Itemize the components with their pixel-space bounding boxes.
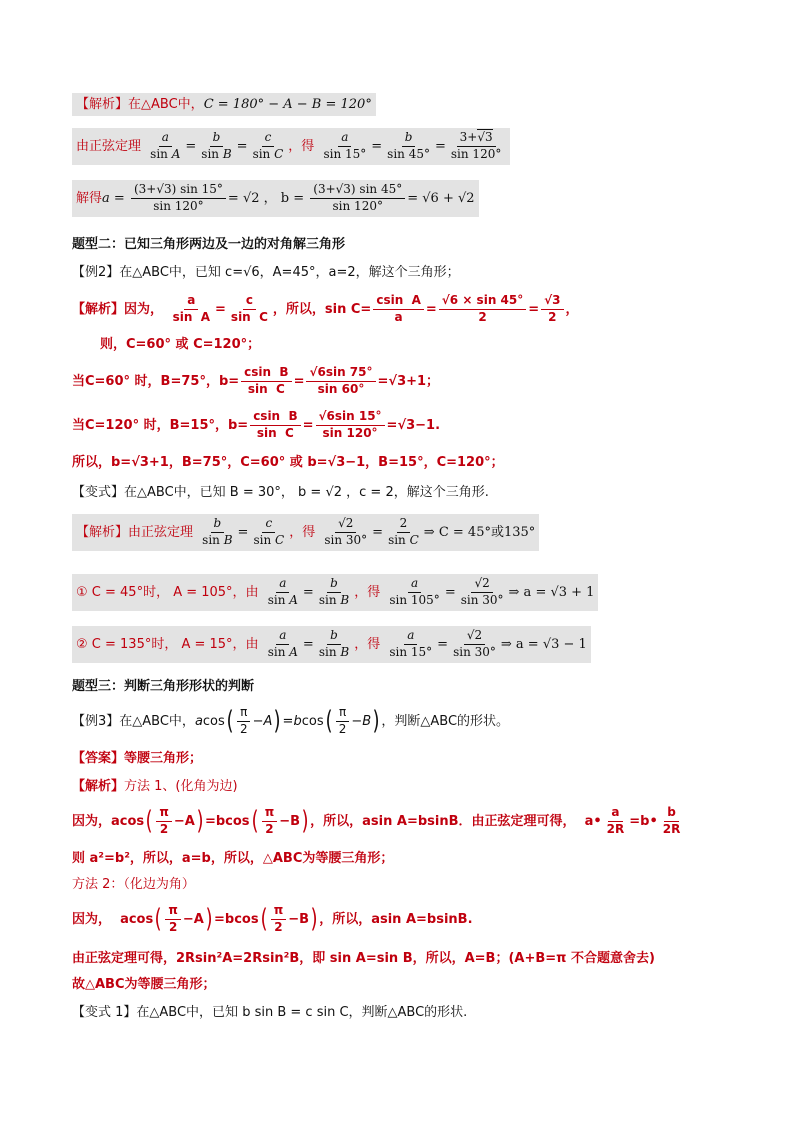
- example-2-question: 【例2】在△ABC中，已知 c=√6，A=45°，a=2，解这个三角形；: [72, 265, 460, 280]
- variant-solution-line-1: 【解析】由正弦定理 $\frac{b}{\text{sin B}}$ = $\frac{c}{\text{sin C}}$ ，得 $\frac{√2}{\sin 30^\circ}$ = $\frac{2}{\text{sin C}}$ ⇒ C = 45°或135°: [72, 514, 539, 551]
- example-3-method-2-conclusion: 故△ABC为等腰三角形；: [72, 977, 216, 992]
- example-3-question: 【例3】在△ABC中，acos( $\frac{\pi}{2}$ −A) =bcos( $\frac{\pi}{2}$ −B) ，判断△ABC的形状。: [72, 705, 510, 737]
- example-3-method-2-line: 因为， acos( $\frac{\pi}{2}$ −A) =bcos( $\frac{\pi}{2}$ −B) ，所以，asin A=bsinB.: [72, 903, 473, 935]
- solution-line-3: 解得a = $\frac{(3+√3) \sin 15^\circ}{\sin 120^\circ}$ = √2 ， b = $\frac{(3+√3) \sin 45^\circ}{\sin 120^\circ}$ = √6 + √2: [72, 180, 479, 217]
- example-2-solution-line-1: 【解析】因为， $\frac{a}{\text{sin A}}$ = $\frac{c}{\text{sin C}}$ ，所以，sin C= $\frac{\text{csin A}}{a}$ = $\frac{√6 \times \sin 45^\circ}{2}$ = $\frac{√3}{2}$ ，: [72, 293, 579, 324]
- example-3-method-1: 【解析】方法 1、(化角为边): [72, 779, 238, 794]
- example-2-case-2: 当C=120° 时，B=15°，b= $\frac{\text{csin B}}{\text{sin C}}$ = $\frac{√6\sin 15^\circ}{\sin 120^\circ}$ =√3−1.: [72, 409, 441, 440]
- variant-1-question: 【变式 1】在△ABC中，已知 b sin B = c sin C，判断△ABC的形状.: [72, 1005, 468, 1020]
- example-3-method-2-derivation: 由正弦定理可得，2Rsin²A=2Rsin²B，即 sin A=sin B，所以，A=B；(A+B=π 不合题意舍去): [72, 951, 655, 966]
- variant-solution-line-2: ① C = 45°时， A = 105°，由 $\frac{a}{\text{sin A}}$ = $\frac{b}{\text{sin B}}$ ，得 $\frac{a}{\sin 105^\circ}$ = $\frac{√2}{\sin 30^\circ}$ ⇒ a = √3 + 1: [72, 574, 598, 611]
- section-heading-3: 题型三：判断三角形形状的判断: [72, 679, 255, 694]
- example-3-method-2: 方法 2：（化边为角）: [72, 877, 195, 892]
- variant-solution-line-3: ② C = 135°时， A = 15°，由 $\frac{a}{\text{sin A}}$ = $\frac{b}{\text{sin B}}$ ，得 $\frac{a}{\sin 15^\circ}$ = $\frac{√2}{\sin 30^\circ}$ ⇒ a = √3 − 1: [72, 626, 591, 663]
- example-3-method-1-conclusion: 则 a²=b²，所以，a=b，所以，△ABC为等腰三角形；: [72, 851, 394, 866]
- solution-line-1: 【解析】在△ABC中，C = 180° − A − B = 120°: [72, 98, 376, 111]
- example-2-conclusion: 所以，b=√3+1，B=75°，C=60° 或 b=√3−1，B=15°，C=120°；: [72, 455, 504, 470]
- solution-line-2: 由正弦定理 $\frac{a}{\text{sin A}}$ = $\frac{b}{\text{sin B}}$ = $\frac{c}{\text{sin C}}$ ，得 $\frac{a}{\sin 15^\circ}$ = $\frac{b}{\sin 45^\circ}$ = $\frac{3+√3}{\sin 120^\circ}$: [72, 128, 510, 165]
- section-heading-2: 题型二：已知三角形两边及一边的对角解三角形: [72, 237, 346, 252]
- example-3-answer: 【答案】等腰三角形；: [72, 751, 203, 766]
- example-3-method-1-line: 因为，acos( $\frac{\pi}{2}$ −A) =bcos( $\frac{\pi}{2}$ −B) ，所以，asin A=bsinB．由正弦定理可得， a• $\frac{a}{2R}$ =b• $\frac{b}{2R}$: [72, 805, 681, 837]
- example-2-solution-line-2: 则，C=60° 或 C=120°；: [100, 337, 261, 352]
- variant-question: 【变式】在△ABC中，已知 B = 30°， b = √2 ，c = 2，解这个三角形.: [72, 485, 489, 500]
- example-2-case-1: 当C=60° 时，B=75°，b= $\frac{\text{csin B}}{\text{sin C}}$ = $\frac{√6\sin 75^\circ}{\sin 60^\circ}$ =√3+1；: [72, 365, 440, 396]
